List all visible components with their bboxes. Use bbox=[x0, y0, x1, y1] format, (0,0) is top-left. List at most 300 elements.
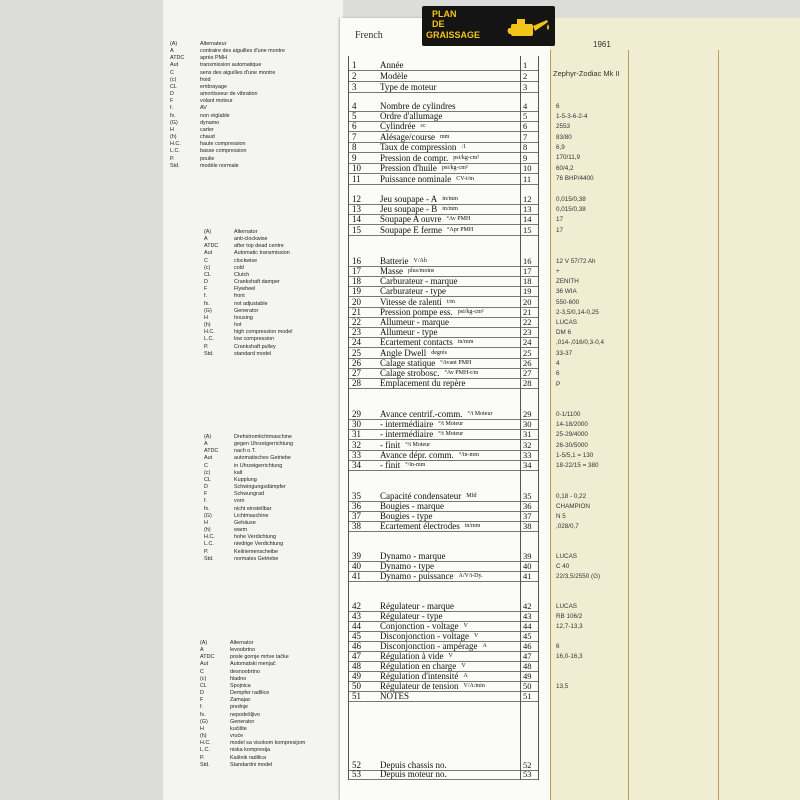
legend-abbrev: D bbox=[200, 690, 204, 697]
spec-value: 550-600 bbox=[556, 299, 580, 306]
legend-entry bbox=[204, 301, 292, 308]
legend-meaning: Gehäuse bbox=[234, 519, 256, 526]
sheet-language: French bbox=[355, 30, 383, 41]
row-divider bbox=[349, 531, 539, 532]
spec-value: 2553 bbox=[556, 123, 571, 130]
legend-abbrev: A bbox=[204, 441, 208, 448]
row-number-right: 46 bbox=[523, 641, 532, 651]
row-number: 32 bbox=[352, 440, 361, 450]
legend-abbrev: (A) bbox=[204, 229, 212, 235]
row-number: 37 bbox=[352, 511, 361, 521]
row-number-right: 14 bbox=[523, 214, 532, 224]
row-number-right: 40 bbox=[523, 561, 532, 571]
row-unit: Mfd bbox=[466, 493, 477, 499]
legend-abbrev: (c) bbox=[204, 469, 211, 476]
row-number: 9 bbox=[352, 153, 357, 163]
row-unit: psi/kg-cm² bbox=[441, 165, 468, 171]
row-number: 23 bbox=[352, 327, 361, 337]
row-number: 30 bbox=[352, 419, 361, 429]
row-unit: V bbox=[448, 653, 453, 659]
legend-abbrev: L.C. bbox=[170, 148, 180, 155]
spec-value: + bbox=[556, 268, 560, 275]
row-number: 1 bbox=[352, 60, 357, 70]
legend-meaning: Alternateur bbox=[200, 41, 227, 47]
spec-value: 16,0-16,3 bbox=[556, 653, 583, 660]
row-label: NOTES bbox=[380, 691, 409, 701]
legend-meaning: Crankshaft damper bbox=[234, 279, 280, 286]
legend-meaning: hohe Verdichtung bbox=[234, 534, 276, 541]
row-label: Type de moteur bbox=[380, 82, 437, 92]
row-number-right: 22 bbox=[523, 317, 532, 327]
legend-entry bbox=[204, 315, 292, 322]
legend-entry bbox=[200, 712, 305, 719]
row-unit: V bbox=[473, 633, 479, 639]
legend-abbrev: H.C. bbox=[200, 740, 211, 747]
row-label: Capacité condensateur $^{Mfd}$ bbox=[380, 491, 477, 501]
spec-value: 0,18 - 0,22 bbox=[556, 493, 587, 500]
legend-entry bbox=[200, 762, 305, 769]
spec-value: 1-5-3-6-2-4 bbox=[556, 113, 588, 120]
legend-entry bbox=[204, 351, 292, 358]
legend-meaning: in Uhrzeigerrichtung bbox=[234, 462, 283, 469]
row-number-right: 13 bbox=[523, 204, 532, 214]
row-unit: CV-t/m bbox=[456, 176, 475, 182]
legend-meaning: Kaišnik radilica bbox=[230, 754, 266, 761]
legend-meaning: Clutch bbox=[234, 271, 250, 278]
row-unit: plus/moins bbox=[408, 268, 435, 274]
legend-entry bbox=[204, 441, 293, 448]
row-unit: in/mm bbox=[442, 196, 458, 202]
legend-entry bbox=[204, 491, 293, 498]
legend-meaning: vorn bbox=[234, 498, 245, 505]
table-right-border bbox=[538, 56, 539, 780]
legend-meaning: model sa visokom kompresijom bbox=[230, 740, 306, 747]
row-number: 52 bbox=[352, 760, 361, 770]
legend-meaning: automatisches Getriebe bbox=[234, 455, 291, 462]
legend-meaning: Schwungrad bbox=[234, 491, 264, 498]
legend-meaning: Schwingungsdämpfer bbox=[234, 484, 286, 491]
logo-line1: PLAN bbox=[432, 9, 457, 19]
legend-entry bbox=[204, 541, 293, 548]
legend-entry bbox=[170, 156, 285, 163]
legend-entry bbox=[204, 258, 292, 265]
legend-entry bbox=[204, 229, 292, 236]
spec-value: 0,015/0,38 bbox=[556, 196, 586, 203]
row-label: Disconjonction - voltage $^V$ bbox=[380, 631, 479, 641]
legend-entry bbox=[204, 329, 292, 336]
row-number-right: 27 bbox=[523, 368, 532, 378]
row-label: Puissance nominale $^{CV-t/m}$ bbox=[380, 174, 475, 184]
row-number: 38 bbox=[352, 521, 361, 531]
legend-entry bbox=[200, 661, 305, 668]
row-number: 29 bbox=[352, 409, 361, 419]
spec-value: RB 106/2 bbox=[556, 613, 583, 620]
legend-entry bbox=[200, 676, 305, 683]
legend-abbrev: ATDC bbox=[200, 654, 215, 661]
legend-abbrev: C bbox=[170, 69, 174, 76]
legend-abbrev: Std. bbox=[204, 350, 214, 357]
legend-entry bbox=[170, 84, 285, 91]
row-number: 43 bbox=[352, 611, 361, 621]
row-unit: psi/kg-cm² bbox=[453, 155, 480, 161]
data-column-panel bbox=[550, 18, 800, 800]
legend-meaning: volant moteur bbox=[200, 98, 233, 105]
row-number-right: 32 bbox=[523, 440, 532, 450]
spec-value: 17 bbox=[556, 216, 564, 223]
legend-entry bbox=[170, 141, 285, 148]
row-divider bbox=[349, 327, 539, 328]
row-number-right: 23 bbox=[523, 327, 532, 337]
row-divider bbox=[349, 92, 539, 93]
legend-entry bbox=[200, 719, 305, 726]
spec-value: 0,015/0,38 bbox=[556, 206, 586, 213]
legend-meaning: anti-clockwise bbox=[234, 236, 268, 243]
row-number: 7 bbox=[352, 132, 357, 142]
legend-abbrev: f. bbox=[170, 105, 173, 112]
row-label: Carburateur - marque bbox=[380, 276, 458, 286]
row-divider bbox=[349, 701, 539, 702]
legend-entry bbox=[200, 647, 305, 654]
legend-meaning: hot bbox=[234, 322, 242, 329]
row-label: Bougies - marque bbox=[380, 501, 444, 511]
legend-entry bbox=[204, 549, 293, 556]
legend-entry bbox=[200, 690, 305, 697]
row-unit: °Apr PMH bbox=[446, 227, 474, 233]
row-number-right: 51 bbox=[523, 691, 532, 701]
legend-abbrev: (h) bbox=[200, 733, 207, 740]
legend-abbrev: L.C. bbox=[204, 541, 214, 548]
spec-value: 4 bbox=[556, 360, 560, 367]
row-divider bbox=[349, 266, 539, 267]
spec-value: LUCAS bbox=[556, 319, 577, 326]
legend-meaning: Standardni model bbox=[230, 761, 273, 768]
legend-meaning: Generator bbox=[234, 307, 259, 314]
legend-entry bbox=[204, 448, 293, 455]
legend-entry bbox=[204, 556, 293, 563]
row-number-right: 49 bbox=[523, 671, 532, 681]
row-number: 47 bbox=[352, 651, 361, 661]
spec-value: 22/3,5/2550 (G) bbox=[556, 573, 601, 580]
legend-abbrev: Std. bbox=[170, 162, 180, 169]
legend-entry bbox=[204, 463, 293, 470]
row-label: Régulateur - type bbox=[380, 611, 443, 621]
spec-value: 36 WIA bbox=[556, 288, 577, 295]
legend-entry bbox=[200, 640, 305, 647]
spec-value: ,014-,016/0,3-0,4 bbox=[556, 339, 604, 346]
legend-entry bbox=[204, 520, 293, 527]
legend-entry bbox=[200, 747, 305, 754]
legend-abbrev: F bbox=[170, 98, 174, 105]
row-number-right: 29 bbox=[523, 409, 532, 419]
row-number: 48 bbox=[352, 661, 361, 671]
legend-entry bbox=[200, 704, 305, 711]
row-label: Régulation d'intensité $^A$ bbox=[380, 671, 468, 681]
row-number: 31 bbox=[352, 429, 361, 439]
legend-meaning: poulie bbox=[200, 155, 215, 162]
row-number: 25 bbox=[352, 348, 361, 358]
row-label: - intermédiaire $^{^\circ/t Moteur}$ bbox=[380, 429, 464, 439]
row-number-right: 44 bbox=[523, 621, 532, 631]
row-label: Dynamo - type bbox=[380, 561, 434, 571]
legend-meaning: embrayage bbox=[200, 83, 227, 90]
row-unit: A bbox=[482, 643, 487, 649]
spec-value: 17 bbox=[556, 227, 564, 234]
spec-value: 6,9 bbox=[556, 144, 565, 151]
row-number-right: 18 bbox=[523, 276, 532, 286]
row-number-right: 39 bbox=[523, 551, 532, 561]
row-number-right: 42 bbox=[523, 601, 532, 611]
legend-meaning: gegen Uhrzeigerrichtung bbox=[234, 441, 294, 448]
row-unit: cc bbox=[420, 123, 426, 129]
row-unit: :1 bbox=[461, 144, 467, 150]
legend-abbrev: CL bbox=[204, 271, 211, 278]
row-unit: °/in-mm bbox=[458, 452, 479, 458]
legend-meaning: Alternator bbox=[230, 640, 254, 646]
row-label: Nombre de cylindres bbox=[380, 101, 456, 111]
row-number-right: 5 bbox=[523, 111, 528, 121]
legend-abbrev: P. bbox=[170, 155, 175, 162]
legend-abbrev: fx. bbox=[204, 505, 210, 512]
row-unit: in/mm bbox=[464, 523, 481, 529]
legend-entry bbox=[170, 163, 285, 170]
row-label: Dynamo - marque bbox=[380, 551, 446, 561]
spec-value: 0-1/1100 bbox=[556, 411, 581, 418]
legend-abbrev: P. bbox=[200, 754, 205, 761]
legend-abbrev: Aut bbox=[170, 62, 179, 69]
legend-abbrev: (G) bbox=[204, 307, 212, 314]
legend-meaning: Keilriemenscheibe bbox=[234, 548, 279, 555]
legend-abbrev: f. bbox=[204, 498, 207, 505]
legend-abbrev: f. bbox=[200, 704, 203, 711]
legend-abbrev: D bbox=[204, 279, 208, 286]
row-unit: V/Ah bbox=[413, 258, 427, 264]
legend-meaning: Flywheel bbox=[234, 286, 256, 293]
legend-abbrev: (c) bbox=[204, 264, 211, 271]
legend-meaning: warm bbox=[234, 527, 248, 534]
row-unit: mm bbox=[439, 134, 450, 140]
legend-abbrev: C bbox=[200, 668, 204, 675]
legend-abbrev: fx. bbox=[204, 300, 210, 307]
legend-meaning: Automatic transmission bbox=[234, 250, 290, 257]
legend-meaning: Zamajac bbox=[230, 697, 251, 704]
row-number: 21 bbox=[352, 307, 361, 317]
row-label: Cylindrée $^{cc}$ bbox=[380, 121, 426, 131]
row-label: Jeu soupape - A $^{in/mm}$ bbox=[380, 194, 458, 204]
row-divider bbox=[349, 691, 539, 692]
spec-value: 12 V 57/72 Ah bbox=[556, 258, 596, 265]
legend-abbrev: A bbox=[204, 236, 208, 243]
row-number: 12 bbox=[352, 194, 361, 204]
spec-value: 14-18/2000 bbox=[556, 421, 588, 428]
row-label: Pression pompe ess. $^{psi/kg-cm^2}$ bbox=[380, 307, 484, 317]
legend-entry bbox=[204, 286, 292, 293]
row-label: Ordre d'allumage bbox=[380, 111, 443, 121]
legend-abbrev: Aut bbox=[204, 250, 213, 257]
row-number: 10 bbox=[352, 163, 361, 173]
legend-abbrev: Std. bbox=[204, 555, 214, 562]
row-label: Régulation en charge $^V$ bbox=[380, 661, 466, 671]
row-label: Calage statique $^{^\circ Avant PMH}$ bbox=[380, 358, 472, 368]
row-number-right: 3 bbox=[523, 82, 528, 92]
legend-entry bbox=[204, 470, 293, 477]
row-number-right: 34 bbox=[523, 460, 532, 470]
legend-abbrev: A bbox=[200, 647, 204, 654]
legend-entry bbox=[204, 513, 293, 520]
spec-value: 33-37 bbox=[556, 350, 573, 357]
row-number: 20 bbox=[352, 297, 361, 307]
legend-meaning: niska kompresija bbox=[230, 747, 271, 754]
legend-entry bbox=[204, 265, 292, 272]
legend-abbrev: H.C. bbox=[204, 329, 215, 336]
row-number: 22 bbox=[352, 317, 361, 327]
legend-entry bbox=[204, 236, 292, 243]
legend-entry bbox=[204, 293, 292, 300]
legend-abbrev: H bbox=[200, 725, 204, 732]
legend-meaning: froid bbox=[200, 76, 211, 83]
legend-entry bbox=[200, 683, 305, 690]
row-label: Allumeur - marque bbox=[380, 317, 449, 327]
legend-abbrev: (h) bbox=[204, 322, 211, 329]
legend-meaning: hladno bbox=[230, 675, 247, 682]
row-unit: °/t Moteur bbox=[405, 442, 431, 448]
row-number: 36 bbox=[352, 501, 361, 511]
oil-can-icon bbox=[507, 10, 553, 44]
header-year: 1961 bbox=[593, 40, 611, 49]
legend-entry bbox=[170, 98, 285, 105]
legend-abbrev: Aut bbox=[200, 661, 209, 668]
row-number-right: 2 bbox=[523, 71, 528, 81]
legend-meaning: kalt bbox=[234, 469, 243, 476]
row-label: Emplacement du repère bbox=[380, 378, 466, 388]
legend-meaning: sens des aiguilles d'une montre bbox=[200, 69, 276, 76]
legend-abbrev: (A) bbox=[170, 41, 178, 47]
legend-abbrev: (A) bbox=[204, 434, 212, 440]
row-label: Batterie $^{V/Ah}$ bbox=[380, 256, 427, 266]
row-number: 17 bbox=[352, 266, 361, 276]
legend-abbrev: (A) bbox=[200, 640, 208, 646]
row-number-right: 43 bbox=[523, 611, 532, 621]
row-number: 28 bbox=[352, 378, 361, 388]
row-number-right: 53 bbox=[523, 769, 532, 779]
row-number-right: 28 bbox=[523, 378, 532, 388]
row-label: Régulation à vide $^V$ bbox=[380, 651, 453, 661]
row-number-right: 10 bbox=[523, 163, 532, 173]
legend-abbrev: H.C. bbox=[204, 534, 215, 541]
legend-abbrev: P. bbox=[204, 548, 209, 555]
legend-abbrev: F bbox=[200, 697, 204, 704]
legend-abbrev: (c) bbox=[200, 675, 207, 682]
row-number-right: 17 bbox=[523, 266, 532, 276]
row-label: Dynamo - puissance $^{A/V/t-Dy.}$ bbox=[380, 571, 483, 581]
spec-value: 25-29/4000 bbox=[556, 431, 588, 438]
spec-value: 18-22/15 = 380 bbox=[556, 462, 599, 469]
legend-entry bbox=[170, 70, 285, 77]
row-number-right: 47 bbox=[523, 651, 532, 661]
legend-abbrev: H bbox=[170, 126, 174, 133]
legend-meaning: modèle normale bbox=[200, 162, 239, 169]
legend-abbrev: L.C. bbox=[204, 336, 214, 343]
legend-entry bbox=[200, 654, 305, 661]
legend-abbrev: F bbox=[204, 491, 208, 498]
row-number: 44 bbox=[352, 621, 361, 631]
spec-value: 26-30/5000 bbox=[556, 442, 588, 449]
row-label: Soupape A ouvre $^{^\circ Av PMH}$ bbox=[380, 214, 471, 224]
legend-entry bbox=[204, 455, 293, 462]
spec-value: 76 BHP/4400 bbox=[556, 175, 594, 182]
legend-meaning: front bbox=[234, 293, 245, 300]
row-label: - finit $^{^\circ/in-mm}$ bbox=[380, 460, 426, 470]
legend-abbrev: (c) bbox=[170, 76, 177, 83]
row-label: Ecartement contacts $^{in/mm}$ bbox=[380, 337, 474, 347]
legend-meaning: kućište bbox=[230, 725, 247, 732]
row-number-right: 21 bbox=[523, 307, 532, 317]
legend-entry bbox=[170, 91, 285, 98]
row-divider bbox=[349, 70, 539, 71]
row-number-right: 19 bbox=[523, 286, 532, 296]
legend-abbrev: C bbox=[204, 462, 208, 469]
legend-entry bbox=[204, 506, 293, 513]
row-divider bbox=[349, 81, 539, 82]
legend-entry bbox=[170, 120, 285, 127]
row-number-right: 6 bbox=[523, 121, 528, 131]
legend-entry bbox=[170, 55, 285, 62]
row-number-right: 20 bbox=[523, 297, 532, 307]
legend-meaning: basse compression bbox=[200, 148, 247, 155]
spec-value: LUCAS bbox=[556, 603, 577, 610]
row-number: 53 bbox=[352, 769, 361, 779]
spec-value: CHAMPION bbox=[556, 503, 590, 510]
spec-table bbox=[348, 56, 539, 780]
row-label: Calage strobosc. $^{^\circ Av PMH-t/m}$ bbox=[380, 368, 479, 378]
legend-entry bbox=[170, 62, 285, 69]
row-number: 33 bbox=[352, 450, 361, 460]
legend-meaning: prednje bbox=[230, 704, 248, 711]
legend-abbrev: Aut bbox=[204, 455, 213, 462]
row-number-right: 7 bbox=[523, 132, 528, 142]
legend-entry bbox=[170, 105, 285, 112]
row-number: 42 bbox=[352, 601, 361, 611]
row-number: 40 bbox=[352, 561, 361, 571]
spec-value: 60/4,2 bbox=[556, 165, 574, 172]
row-number: 18 bbox=[352, 276, 361, 286]
row-number: 34 bbox=[352, 460, 361, 470]
row-number-right: 26 bbox=[523, 358, 532, 368]
legend-meaning: transmission automatique bbox=[200, 62, 262, 69]
legend-meaning: not adjustable bbox=[234, 300, 268, 307]
row-number: 35 bbox=[352, 491, 361, 501]
legend-abbrev: H.C. bbox=[170, 141, 181, 148]
spec-value: N 5 bbox=[556, 513, 566, 520]
legend-abbrev: ATDC bbox=[204, 243, 219, 250]
legend-entry bbox=[204, 272, 292, 279]
row-label: Allumeur - type bbox=[380, 327, 438, 337]
row-unit: °Av PMH bbox=[446, 216, 471, 222]
legend-meaning: Generator bbox=[230, 718, 255, 725]
legend-entry bbox=[204, 322, 292, 329]
legend-entry bbox=[204, 308, 292, 315]
row-number-right: 48 bbox=[523, 661, 532, 671]
row-label: Année bbox=[380, 60, 404, 70]
legend-abbrev: CL bbox=[170, 83, 177, 90]
row-unit: V bbox=[463, 623, 468, 629]
logo-line3: GRAISSAGE bbox=[426, 30, 481, 40]
legend-meaning: Crankshaft pulley bbox=[234, 343, 276, 350]
row-number-right: 16 bbox=[523, 256, 532, 266]
legend-entry bbox=[170, 148, 285, 155]
legend-entry bbox=[200, 697, 305, 704]
row-number: 2 bbox=[352, 71, 357, 81]
legend-abbrev: ATDC bbox=[204, 448, 219, 455]
